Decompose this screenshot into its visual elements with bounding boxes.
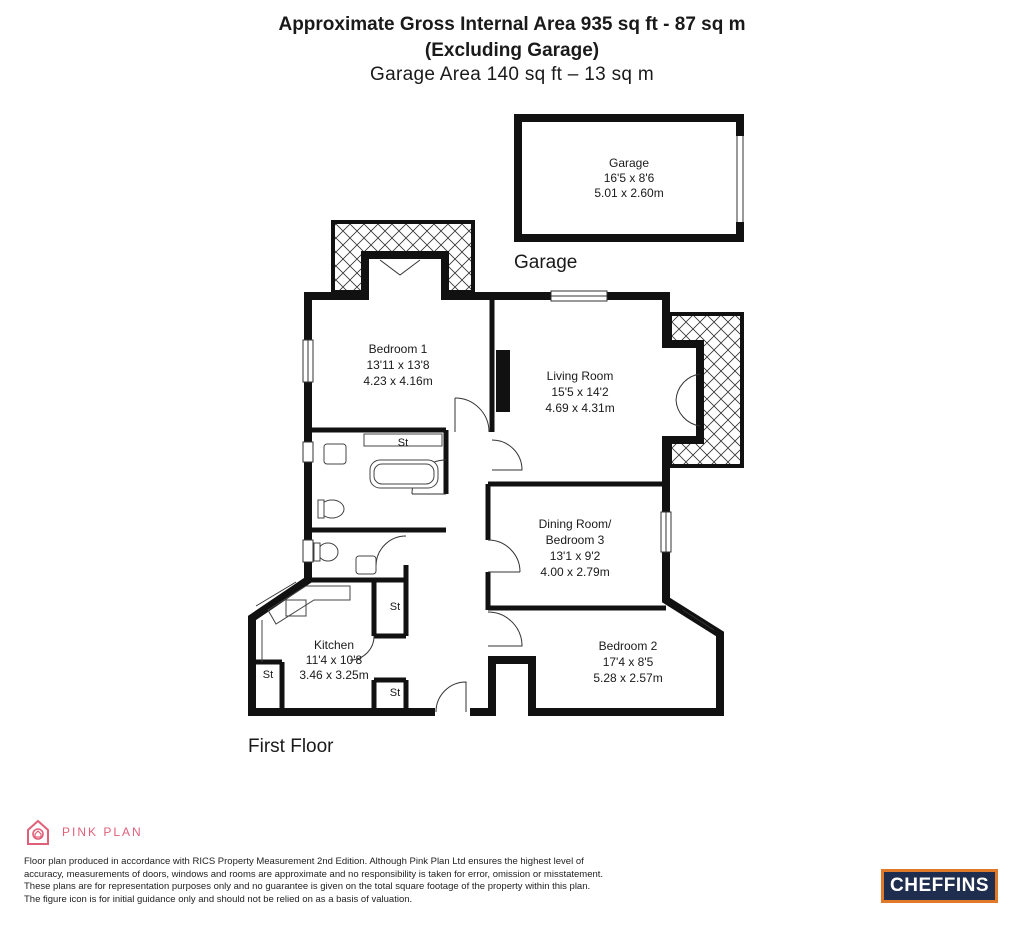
dining-room-label: Dining Room/ — [538, 517, 612, 531]
bedroom3-label: Bedroom 3 — [545, 533, 605, 547]
bathroom-fixtures — [314, 434, 442, 574]
garage-imperial: 16'5 x 8'6 — [603, 171, 655, 185]
wc-basin-icon — [356, 556, 376, 574]
living-room-metric: 4.69 x 4.31m — [545, 401, 615, 415]
pink-plan-house-icon — [24, 818, 56, 846]
pink-plan-brand: PINK PLAN — [62, 825, 143, 839]
chimney-breast — [496, 350, 510, 412]
dining-room-metric: 4.00 x 2.79m — [540, 565, 610, 579]
storage-label-hall: St — [389, 601, 401, 613]
bedroom2-imperial: 17'4 x 8'5 — [602, 655, 654, 669]
garage-label: Garage — [608, 156, 650, 170]
bedroom2-metric: 5.28 x 2.57m — [593, 671, 663, 685]
bedroom1-metric: 4.23 x 4.16m — [363, 374, 433, 388]
room-labels — [263, 342, 663, 699]
garage-area-line: Garage Area 140 sq ft – 13 sq m — [370, 64, 654, 85]
area-subtitle: (Excluding Garage) — [424, 40, 600, 61]
garage-section-label: Garage — [514, 252, 578, 273]
dining-room-imperial: 13'1 x 9'2 — [549, 549, 601, 563]
wc-toilet-icon — [318, 543, 338, 561]
kitchen-metric: 3.46 x 3.25m — [299, 668, 369, 682]
sink-icon — [286, 600, 306, 616]
bedroom2-label: Bedroom 2 — [598, 639, 658, 653]
area-title: Approximate Gross Internal Area 935 sq ft - 87 sq m — [278, 14, 746, 35]
cheffins-logo: CHEFFINS — [881, 869, 998, 903]
garage-metric: 5.01 x 2.60m — [594, 186, 664, 200]
storage-label-kitchen: St — [262, 669, 274, 681]
kitchen-label: Kitchen — [313, 638, 355, 652]
garage-door-opening — [734, 136, 746, 222]
storage-label-bathroom: St — [397, 437, 409, 449]
kitchen-imperial: 11'4 x 10'8 — [305, 653, 363, 667]
bedroom1-imperial: 13'11 x 13'8 — [366, 358, 430, 372]
basin-icon — [324, 444, 346, 464]
living-room-imperial: 15'5 x 14'2 — [551, 385, 609, 399]
first-floor-label: First Floor — [248, 736, 334, 757]
storage-label-lower: St — [389, 687, 401, 699]
disclaimer-text: Floor plan produced in accordance with RICS Property Measurement 2nd Edition. Although Pink Plan Ltd ensures the highest level of accuracy, measurements of doors, windows and rooms are approximate and no responsibility is taken for error, omission or misstatement. These plans are for representation purposes only and no guarantee is given on the total square footage of the property within this plan. The figure icon is for initial guidance only and should not be relied on as a basis of valuation. — [24, 856, 604, 905]
bedroom1-label: Bedroom 1 — [368, 342, 428, 356]
living-room-label: Living Room — [546, 369, 614, 383]
